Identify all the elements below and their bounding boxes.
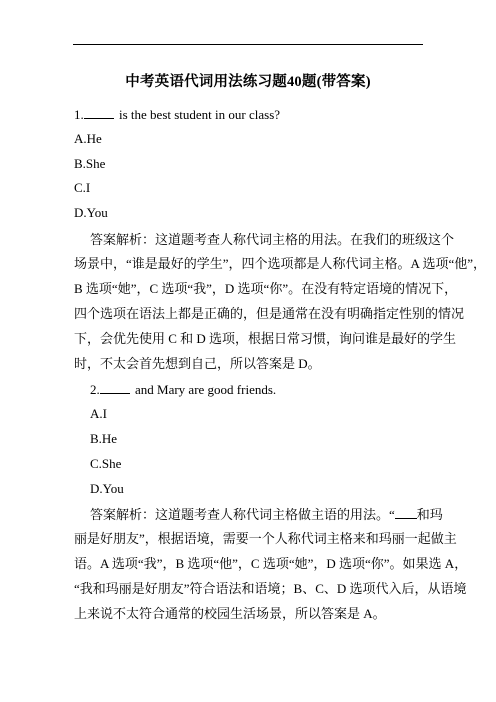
analysis-line: 语。A 选项“我”，B 选项“他”，C 选项“她”，D 选项“你”。如果选 A， [74,556,468,571]
question-number: 2. [90,382,100,397]
analysis-text: 答案解析：这道题考查人称代词主格做主语的用法。“ [90,507,395,522]
option-a: A.I [90,406,107,421]
option-d: D.You [90,481,124,496]
answer-blank [395,506,417,519]
question-number: 1. [74,107,84,122]
analysis-line: 场景中，“谁是最好的学生”，四个选项都是人称代词主格。A 选项“他”， [74,256,487,271]
question-text: and Mary are good friends. [131,382,277,397]
analysis-line: 下，会优先使用 C 和 D 选项，根据日常习惯，询问谁是最好的学生 [74,331,457,346]
analysis-line: 上来说不太符合通常的校园生活场景，所以答案是 A。 [74,606,386,621]
option-b: B.She [74,156,106,171]
analysis-line: “我和玛丽是好朋友”符合语法和语境；B、C、D 选项代入后，从语境 [74,581,467,596]
option-a: A.He [74,131,102,146]
question-2-stem [90,381,438,398]
analysis-line: B 选项“她”，C 选项“我”，D 选项“你”。在没有特定语境的情况下， [74,281,458,296]
analysis-text: 和玛 [416,507,443,522]
analysis-line [90,506,443,523]
document-title: 中考英语代词用法练习题40题(带答案) [125,74,371,90]
analysis-line: 答案解析：这道题考查人称代词主格的用法。在我们的班级这个 [90,232,455,247]
question-1-stem [74,106,422,123]
option-b: B.He [90,431,118,446]
answer-blank [100,381,130,394]
option-c: C.She [90,456,122,471]
analysis-line: 丽是好朋友”，根据语境，需要一个人称代词主格来和玛丽一起做主 [74,531,457,546]
option-c: C.I [74,180,91,195]
question-text: is the best student in our class? [115,107,281,122]
analysis-line: 时，不太会首先想到自己，所以答案是 D。 [74,356,321,371]
analysis-line: 四个选项在语法上都是正确的，但是通常在没有明确指定性别的情况 [74,306,465,321]
answer-blank [84,106,114,119]
option-d: D.You [74,205,108,220]
header-rule [73,44,423,45]
